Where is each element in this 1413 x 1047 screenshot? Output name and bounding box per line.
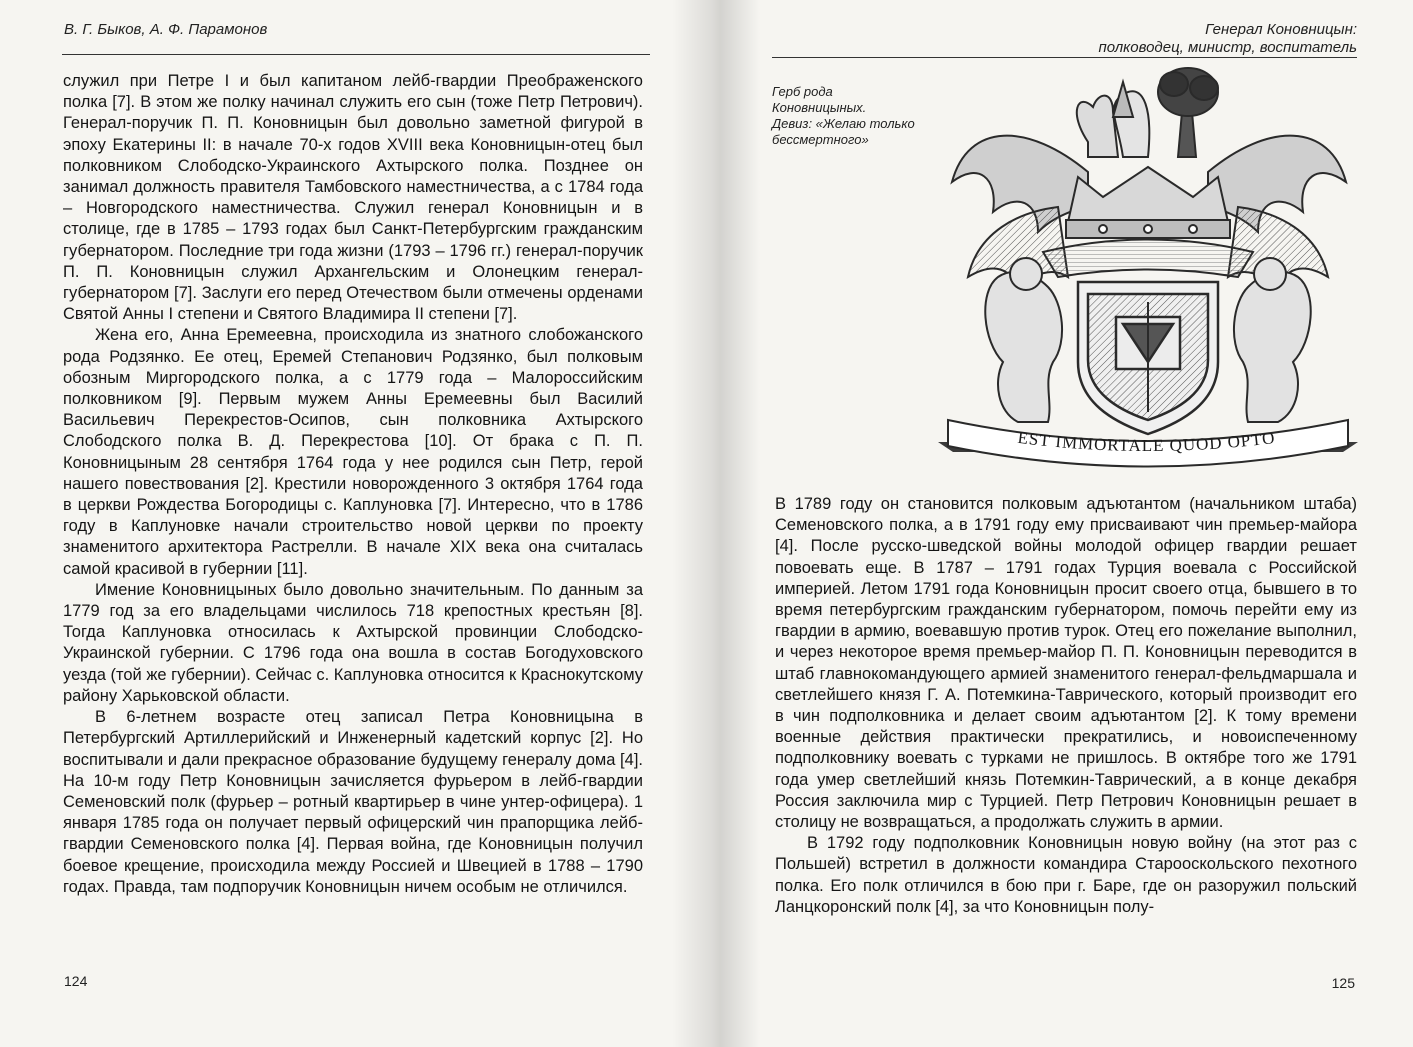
crown (1066, 167, 1230, 238)
running-head-line: Генерал Коновницын: (1205, 21, 1357, 38)
pavilion (1043, 240, 1253, 278)
left-page (0, 0, 706, 1047)
running-head-line: полководец, министр, воспитатель (1098, 39, 1357, 56)
paragraph: В 1792 году подполковник Коновницын новую войну (на этот раз с Польшей) встретил в должности командира Старооскольского пехотного полка. Его полк отличился в бою при г. Баре, где он разоружил польский Ланцкоронский полк [4], за что Коновницын полу- (775, 834, 1357, 916)
crest (1077, 68, 1218, 157)
caption-line: Коновницыных. (772, 100, 867, 115)
running-head-authors: В. Г. Быков, А. Ф. Парамонов (64, 21, 268, 38)
motto-text: EST IMMORTALE QUOD OPTO (1016, 427, 1277, 456)
paragraph: Имение Коновницыных было довольно значительным. По данным за 1779 год за его владельцами числилось 718 крепостных крестьян [8]. Тогда Каплуновка относилась к Ахтырской провинции Слободско-Украинской губернии. С 1796 года она вошла в состав Богодуховского уезда (той же губернии). Сейчас с. Каплуновка относится к Краснокутскому району Харьковской области. (63, 580, 643, 705)
shield (1078, 282, 1218, 434)
coat-of-arms-image (938, 62, 1358, 476)
paragraph: В 6-летнем возрасте отец записал Петра Коновницына в Петербургский Артиллерийский и Инженерный кадетский корпус [2]. Но воспитывали и дали прекрасное образование будущему генералу дома [4]. На 10-м году Петр Коновницын зачисляется фурьером в лейб-гвардии Семеновский полк (фурьер – ротный квартирьер в чине унтер-офицера). 1 января 1785 года он получает первый офицерский чин прапорщика лейб-гвардии Семеновского полка [4]. Первая война, где Коновницын получил боевое крещение, происходила между Россией и Швецией в 1788 – 1790 годах. Правда, там подпоручик Коновницын ничем особым не отличился. (63, 708, 643, 896)
paragraph: В 1789 году он становится полковым адъютантом (начальником штаба) Семеновского полка, а в 1791 году ему присваивают чин премьер-майора [4]. После русско-шведской войны молодой офицер гвардии решает повоевать еще. В 1787 – 1791 годах Турция воевала с Российской империей. Летом 1791 года Коновницын просит своего отца, бывшего в то время петербургским гражданским губернатором, помочь перейти ему из гвардии в армию, воевавшую против турок. Отец его пожелание выполнил, и через некоторое время премьер-майор П. П. Коновницын переводится в штаб главнокомандующего армией знаменитого генерал-фельдмаршала и светлейшего князя Г. А. Потемкина-Таврического, который производит его в чин подполковника и делает своим адъютантом [2]. К тому времени военные действия практически прекратились, и новоиспеченному подполковнику воевать с турками не пришлось. В октябре того же 1791 года умер светлейший князь Потемкин-Таврический, а в конце декабря Россия заключила мир с Турцией. Петр Петрович Коновницын решает в столицу не возвращаться, а продолжать служить в армии. (775, 495, 1357, 832)
paragraph: служил при Петре I и был капитаном лейб-гвардии Преображенского полка [7]. В этом же полку начинал служить его сын (тоже Петр Петрович). Генерал-поручик П. П. Коновницын был довольно заметной фигурой в эпоху Екатерины II: в начале 70-х годов XVIII века Коновницын-отец был полковником Слободско-Украинского Ахтырского полка. Позднее он занимал должность правителя Тамбовского наместничества, а с 1784 года – Новгородского наместничества. Служил генерал Коновницын и в столице, где в 1785 – 1793 годах был Санкт-Петербургским гражданским губернатором. Последние три года жизни (1793 – 1796 гг.) генерал-поручик П. П. Коновницын служил Архангельским и Олонецким генерал-губернатором [7]. Заслуги его перед Отечеством были отмечены орденами Святой Анны I степени и Святого Владимира II степени [7]. (63, 72, 643, 324)
header-rule (62, 54, 650, 55)
paragraph: Жена его, Анна Еремеевна, происходила из знатного слобожанского рода Родзянко. Ее отец, Еремей Степанович Родзянко, был полковым обозным Миргородского полка, а с 1779 года – Малороссийским полковником [9]. Первым мужем Анны Еремеевны был Василий Васильевич Перекрестов-Осипов, сын полковника Ахтырского Слободского полка В. Д. Перекрестова [10]. От брака с П. П. Коновницыным 28 сентября 1764 года у нее родился сын Петр, герой нашего повествования [2]. Крестили новорожденного 3 октября 1764 года в церкви Рождества Богородицы с. Каплуновка [7]. Интересно, что в 1786 году в Каплуновке начали строительство новой церкви по проекту знаменитого архитектора Растрелли. В начале XIX века она считалась самой красивой в губернии [11]. (63, 326, 643, 578)
caption-line: Герб рода (772, 84, 833, 99)
left-body-text (63, 71, 643, 898)
right-page (706, 0, 1413, 1047)
page-number: 124 (64, 973, 88, 989)
caption-line: Девиз: «Желаю только (772, 116, 915, 131)
image-caption (772, 84, 915, 148)
caption-line: бессмертного» (772, 132, 869, 147)
page-number: 125 (1331, 975, 1355, 991)
right-body-text (775, 494, 1357, 918)
header-rule (772, 57, 1357, 58)
running-head-title (1098, 21, 1357, 57)
